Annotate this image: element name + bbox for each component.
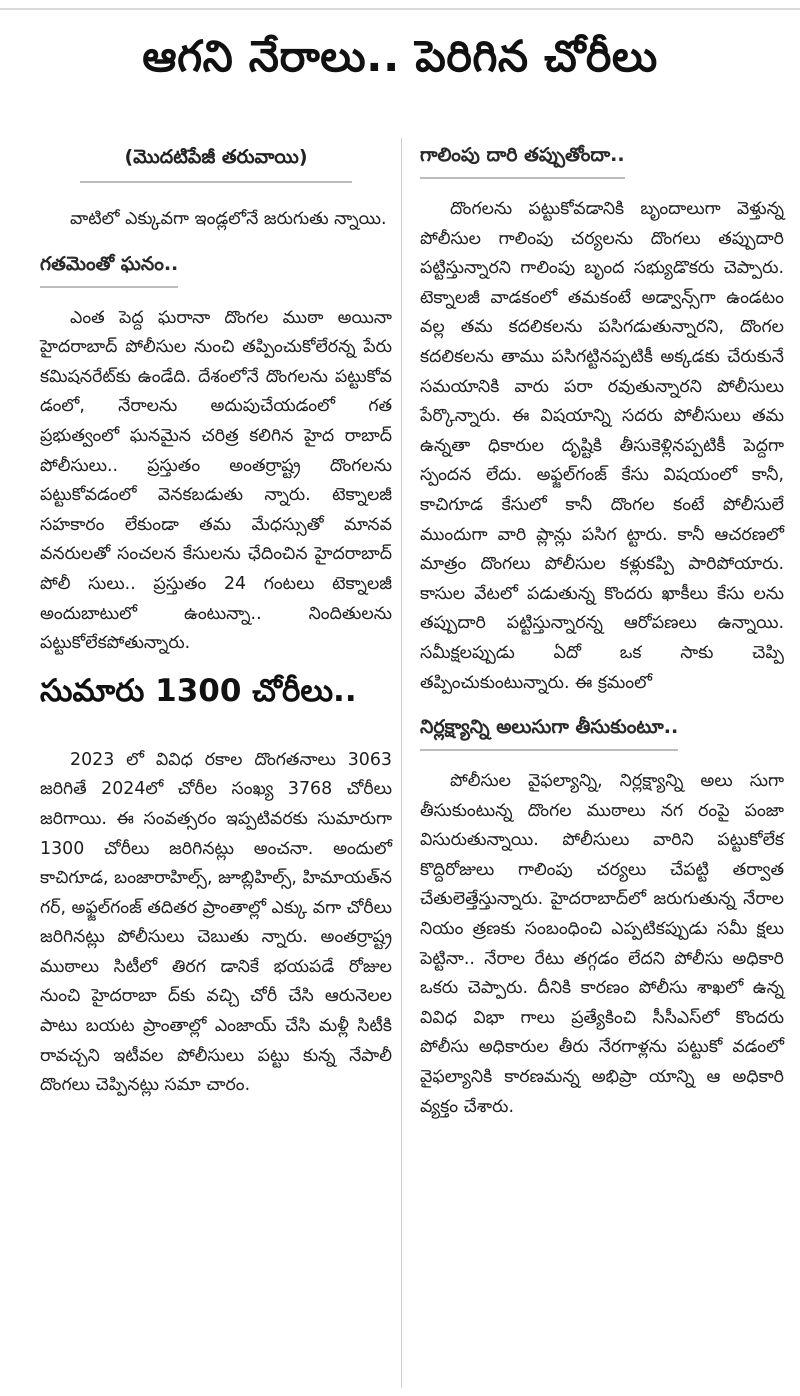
paragraph-glory: ఎంత పెద్ద ఘరానా దొంగల ముఠా అయినా హైదరాబాద్‌ పోలీసుల నుంచి తప్పించుకోలేరన్న పేరు కమిషనరేట్‌కు ఉండేది. దేశంలోనే దొంగలను పట్టుకోవ డంలో, నేరాలను అదుపుచేయడంలో గత ప్రభుత్వంలో ఘనమైన చరిత్ర కలిగిన హైద రాబాద్‌ పోలీసులు.. ప్రస్తుతం అంతర్రాష్ట్ర దొంగలను పట్టుకోవడంలో వెనకబడుతు న్నారు. టెక్నాలజీ సహకారం లేకుండా తమ మేధస్సుతో మానవ వనరులతో సంచలన కేసులను ఛేదించిన హైదరాబాద్‌ పోలీ సులు.. ప్రస్తుతం 24 గంటలు టెక్నాలజీ అందుబాటులో ఉంటున్నా.. నిందితులను పట్టుకోలేకపోతున్నారు. — [40, 307, 392, 654]
right-column — [420, 140, 784, 1136]
left-column — [40, 140, 392, 1115]
subheading-search-astray: గాలింపు దారి తప్పుతోందా.. — [420, 144, 625, 179]
subheading-glory: గతమెంతో ఘనం.. — [40, 253, 178, 288]
paragraph-negligence: పోలీసుల వైఫల్యాన్ని, నిర్లక్ష్యాన్ని అలు సుగా తీసుకుంటున్న దొంగల ముఠాలు నగ రంపై పంజా విసురుతున్నాయి. పోలీసులు వారిని పట్టుకోలేక కొద్దిరోజులు గాలింపు చర్యలు చేపట్టి తర్వాత చేతులెత్తేస్తున్నారు. హైదరాబాద్‌లో జరుగుతున్న నేరాల నియం త్రణకు సంబంధించి ఎప్పటికప్పుడు సమీ క్షలు పెట్టినా.. నేరాల రేటు తగ్గడం లేదని పోలీసు అధికారి ఒకరు చెప్పారు. దీనికి కారణం పోలీసు శాఖలో ఉన్న వివిధ విభా గాలు ప్రత్యేకించి సీసీఎస్‌లో కొందరు పోలీసు అధికారుల తీరు నేరగాళ్లను పట్టుకో వడంలో వైఫల్యానికి కారణమన్న అభిప్రా యాన్ని ఆ అధికారి వ్యక్తం చేశారు. — [420, 771, 784, 1117]
intro-paragraph: వాటిలో ఎక్కువగా ఇండ్లలోనే జరుగుతు న్నాయి. — [70, 209, 387, 229]
paragraph-search: దొంగలను పట్టుకోవడానికి బృందాలుగా వెళ్తున్న పోలీసుల గాలింపు చర్యలను దొంగలు తప్పుదారి పట్టిస్తున్నారని గాలింపు బృంద సభ్యుడొకరు చెప్పారు. టెక్నాలజీ వాడకంలో తమకంటే అడ్వాన్స్‌గా ఉండటం వల్ల తమ కదలికలను పసిగడుతున్నారని, దొంగల కదలికలను తాము పసిగట్టినప్పటికీ అక్కడకు చేరుకునే సమయానికి వారు పరా రవుతున్నారని పోలీసులు పేర్కొన్నారు. ఈ విషయాన్ని సదరు పోలీసులు తమ ఉన్నతా ధికారుల దృష్టికి తీసుకెళ్లినప్పటికీ పెద్దగా స్పందన లేదు. అఫ్జల్‌గంజ్‌ కేసు విషయంలో కానీ, కాచిగూడ కేసులో కానీ దొంగల కంటే పోలీసులే ముందుగా వారి ప్లాన్లు పసిగ ట్టారు. కానీ ఆచరణలో మాత్రం దొంగలు పోలీసుల కళ్లుకప్పి పారిపోయారు. కాసుల వేటలో పడుతున్న కొందరు ఖాకీలు కేసు లను తప్పుదారి పట్టిస్తున్నారన్న ఆరోపణలు ఉన్నాయి. సమీక్షలప్పుడు ఏదో ఒక సాకు చెప్పి తప్పించుకుంటున్నారు. ఈ క్రమంలో — [420, 199, 784, 693]
subheading-negligence: నిర్లక్ష్యాన్ని అలుసుగా తీసుకుంటూ.. — [420, 716, 678, 751]
paragraph-thefts: 2023 లో వివిధ రకాల దొంగతనాలు 3063 జరిగితే 2024లో చోరీల సంఖ్య 3768 చోరీలు జరిగాయి. ఈ సంవత్సరం ఇప్పటివరకు సుమారుగా 1300 చోరీలు జరిగినట్లు అంచనా. అందులో కాచిగూడ, బంజారాహిల్స్‌, జూబ్లిహిల్స్‌, హిమాయత్‌న గర్‌, అఫ్జల్‌గంజ్‌ తదితర ప్రాంతాల్లో ఎక్కు వగా చోరీలు జరిగినట్లు పోలీసులు చెబుతు న్నారు. అంతర్రాష్ట్ర ముఠాలు సిటీలో తిరగ డానికే భయపడే రోజుల నుంచి హైదరాబా ద్‌కు వచ్చి చోరీ చేసి ఆరునెలల పాటు బయట ప్రాంతాల్లో ఎంజాయ్‌ చేసి మళ్లీ సిటీకి రావచ్చని ఇటీవల పోలీసులు పట్టు కున్న నేపాలీ దొంగలు చెప్పినట్లు సమా చారం. — [40, 749, 392, 1096]
headline: ఆగని నేరాలు.. పెరిగిన చోరీలు — [142, 32, 658, 82]
top-rule — [0, 8, 800, 10]
column-divider — [401, 138, 402, 1388]
subheading-1300-thefts: సుమారు 1300 చోరీలు.. — [40, 672, 357, 709]
continuation-label: (మొదటిపేజీ తరువాయి) — [80, 142, 352, 183]
